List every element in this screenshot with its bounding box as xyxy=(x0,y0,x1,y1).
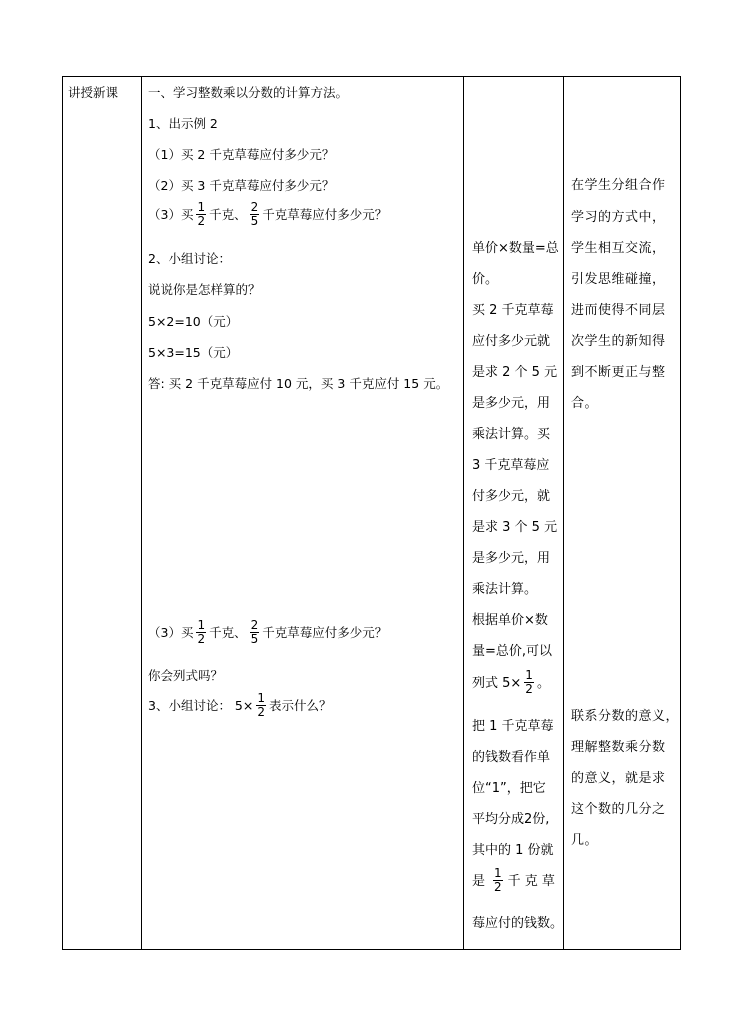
discussion-item: 2、小组讨论： xyxy=(148,251,231,266)
question-1: （1）买 2 千克草莓应付多少元？ xyxy=(148,147,335,162)
fraction-one-half: $\frac{1}{2}$ xyxy=(257,691,265,719)
intent-line: 合。 xyxy=(571,396,599,411)
question-2: （2）买 3 千克草莓应付多少元？ xyxy=(148,178,335,193)
lesson-table xyxy=(62,76,681,950)
discussion-item-3 xyxy=(148,693,332,720)
item3-suffix: 表示什么？ xyxy=(269,698,332,713)
fraction-one-half: $\frac{1}{2}$ xyxy=(197,200,206,228)
fraction-two-fifths: $\frac{2}{5}$ xyxy=(250,618,259,646)
analysis-line-fraction: 是 $\frac{1}{2}$ 千 克 草 xyxy=(472,866,555,894)
q3-suffix: 千克草莓应付多少元？ xyxy=(262,207,388,222)
fraction-one-half: $\frac{1}{2}$ xyxy=(494,866,502,894)
calc-line-2: 5×3=15（元） xyxy=(148,345,239,360)
section-title: 一、学习整数乘以分数的计算方法。 xyxy=(148,85,349,100)
intent-line: 这个数的几分之 xyxy=(571,802,666,817)
intent-line: 到不断更正与整 xyxy=(571,365,666,380)
analysis-line: 乘法计算。 xyxy=(472,582,538,597)
analysis-line: 其中的 1 份就 xyxy=(472,843,554,858)
intent-line: 学习的方式中， xyxy=(571,210,666,225)
analysis-line: 莓应付的钱数。 xyxy=(472,916,564,931)
analysis-line: 根据单价×数 xyxy=(472,613,548,628)
item3-prefix: 3、小组讨论： 5× xyxy=(148,698,254,713)
analysis-line: 付多少元，就 xyxy=(472,489,551,504)
intent-line: 学生相互交流， xyxy=(571,241,666,256)
intent-line: 引发思维碰撞， xyxy=(571,272,666,287)
intent-line: 理解整数乘分数 xyxy=(571,740,666,755)
fraction-two-fifths: $\frac{2}{5}$ xyxy=(250,200,259,228)
analysis-line: 应付多少元就 xyxy=(472,334,551,349)
q3b-suffix: 千克草莓应付多少元？ xyxy=(262,625,388,640)
question-3-repeat xyxy=(148,620,387,647)
analysis-formula: 列式 5× $\frac{1}{2}$ 。 xyxy=(472,668,550,696)
formula-prompt: 你会列式吗？ xyxy=(148,668,224,683)
table-border-bottom xyxy=(62,949,681,950)
analysis-line: 是求 2 个 5 元 xyxy=(472,365,558,380)
q3b-mid: 千克、 xyxy=(209,625,247,640)
intent-line: 次学生的新知得 xyxy=(571,334,666,349)
table-divider-2 xyxy=(463,76,464,950)
analysis-line: 单价×数量=总 xyxy=(472,241,559,256)
fraction-one-half: $\frac{1}{2}$ xyxy=(197,618,206,646)
answer-line: 答: 买 2 千克草莓应付 10 元，买 3 千克应付 15 元。 xyxy=(148,376,449,391)
analysis-line: 位“1”，把它 xyxy=(472,781,546,796)
analysis-line: 价。 xyxy=(472,272,499,287)
table-border-top xyxy=(62,76,681,77)
table-divider-3 xyxy=(563,76,564,950)
intent-line: 进而使得不同层 xyxy=(571,303,666,318)
analysis-line: 买 2 千克草莓 xyxy=(472,303,554,318)
intent-line: 的意义，就是求 xyxy=(571,771,666,786)
analysis-line: 的钱数看作单 xyxy=(472,750,551,765)
analysis-line: 是求 3 个 5 元 xyxy=(472,520,558,535)
table-divider-1 xyxy=(141,76,142,950)
analysis-line: 平均分成2份, xyxy=(472,812,550,827)
q3-prefix: （3）买 xyxy=(148,207,194,222)
q3b-prefix: （3）买 xyxy=(148,625,194,640)
analysis-line: 量=总价,可以 xyxy=(472,644,553,659)
analysis-line: 3 千克草莓应 xyxy=(472,458,550,473)
discussion-prompt: 说说你是怎样算的？ xyxy=(148,282,261,297)
section-header-cell: 讲授新课 xyxy=(68,85,119,100)
fraction-one-half: $\frac{1}{2}$ xyxy=(525,668,533,696)
intent-line: 几。 xyxy=(571,833,599,848)
intent-line: 在学生分组合作 xyxy=(571,178,666,193)
calc-line-1: 5×2=10（元） xyxy=(148,314,239,329)
q3-mid: 千克、 xyxy=(209,207,247,222)
question-3 xyxy=(148,202,387,229)
analysis-line: 是多少元，用 xyxy=(472,551,551,566)
analysis-line: 把 1 千克草莓 xyxy=(472,719,554,734)
table-border-right xyxy=(680,76,681,950)
intent-line: 联系分数的意义， xyxy=(571,709,680,724)
analysis-line: 是多少元，用 xyxy=(472,396,551,411)
example-item: 1、出示例 2 xyxy=(148,116,218,131)
analysis-line: 乘法计算。买 xyxy=(472,427,551,442)
table-border-left xyxy=(62,76,63,950)
